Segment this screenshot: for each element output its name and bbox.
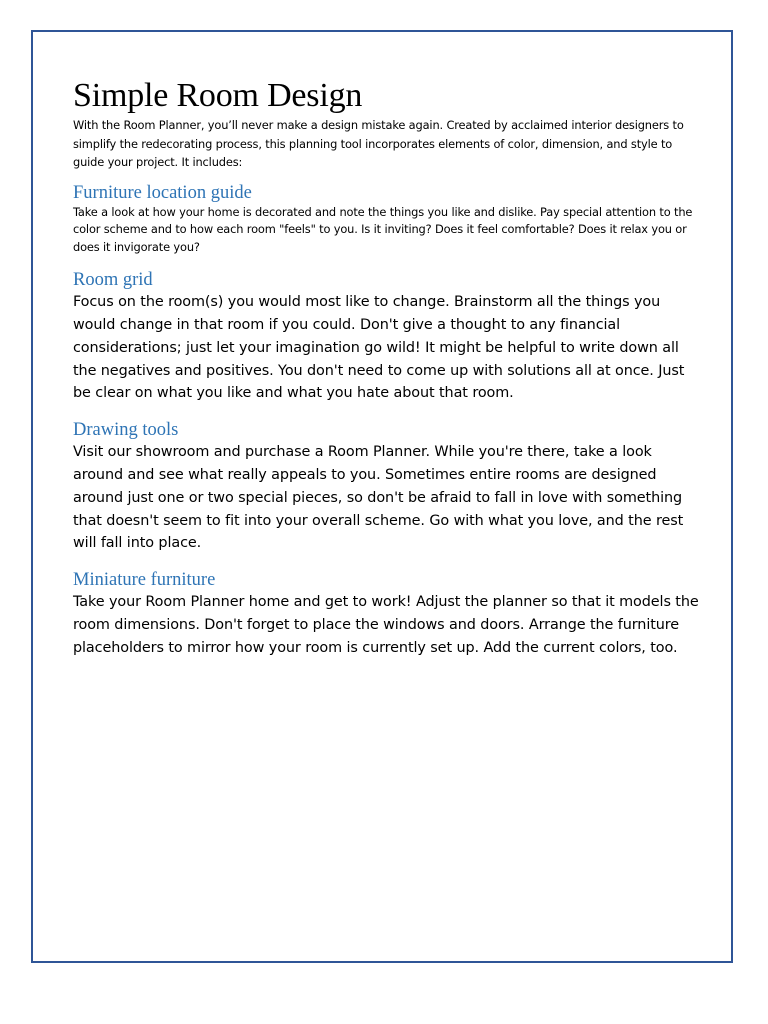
document-title: Simple Room Design — [73, 77, 363, 114]
document-content — [73, 76, 705, 660]
section-heading: Furniture location guide — [73, 182, 252, 203]
section-furniture-location-guide — [73, 182, 705, 257]
section-heading: Room grid — [73, 270, 153, 291]
section-drawing-tools — [73, 419, 705, 555]
section-miniature-furniture — [73, 569, 705, 659]
section-body: Take your Room Planner home and get to work! Adjust the planner so that it models the room dimensions. Don't forget to place the windows and doors. Arrange the furniture placeholders to mirror how your room is currently set up. Add the current colors, too. — [73, 594, 699, 656]
section-heading: Drawing tools — [73, 420, 179, 441]
intro-paragraph: With the Room Planner, you’ll never make a design mistake again. Created by acclaimed interior designers to simplify the redecorating process, this planning tool incorporates elements of color, dimension, and style to guide your project. It includes: — [73, 118, 684, 169]
section-body: Visit our showroom and purchase a Room Planner. While you're there, take a look around and see what really appeals to you. Sometimes entire rooms are designed around just one or two special pieces, so don't be afraid to fall in love with something that doesn't seem to fit into your overall scheme. Go with what you love, and the rest will fall into place. — [73, 444, 684, 552]
section-room-grid — [73, 269, 705, 405]
section-heading: Miniature furniture — [73, 570, 216, 591]
section-body: Take a look at how your home is decorated and note the things you like and dislike. Pay special attention to the color scheme and to how each room "feels" to you. Is it inviting? Does it feel comfortable? Does it relax you or does it invigorate you? — [73, 204, 693, 254]
section-body: Focus on the room(s) you would most like to change. Brainstorm all the things you would change in that room if you could. Don't give a thought to any financial considerations; just let your imagination go wild! It might be helpful to write down all the negatives and positives. You don't need to come up with solutions all at once. Just be clear on what you like and what you hate about that room. — [73, 294, 685, 402]
